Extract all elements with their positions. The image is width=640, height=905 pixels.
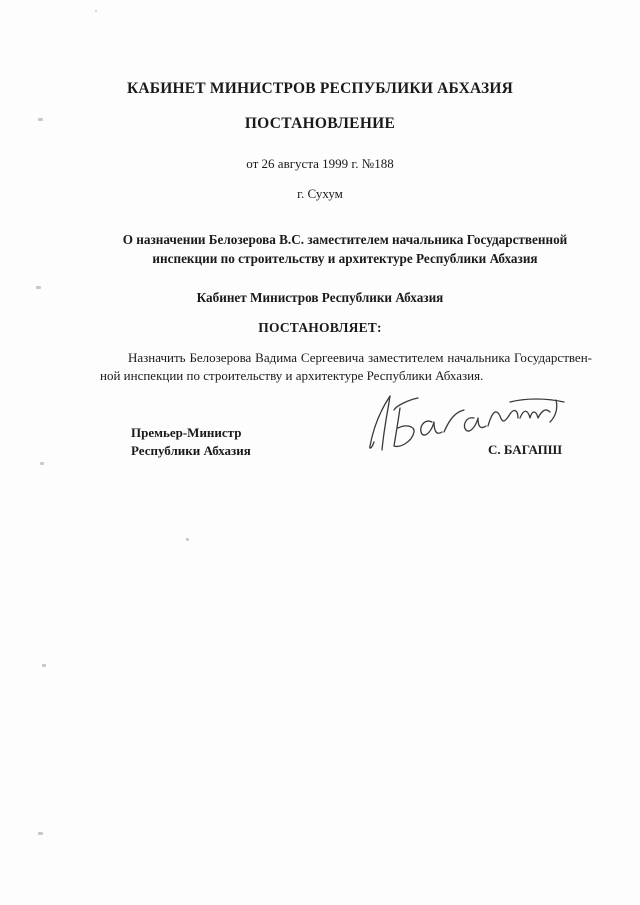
issuing-body: Кабинет Министров Республики Абхазия	[196, 290, 444, 305]
organization-title: КАБИНЕТ МИНИСТРОВ РЕСПУБЛИКИ АБХАЗИЯ	[126, 80, 514, 97]
scan-speck	[42, 664, 46, 667]
scan-speck	[38, 118, 43, 121]
decree-body-text: Назначить Белозерова Вадима Сергеевича заместителем начальника Государствен-ной инспекции по строительству и архитектуре Республики Абхазия.	[100, 350, 592, 383]
document-place: г. Сухум	[297, 186, 343, 201]
signatory-position	[131, 424, 251, 460]
scan-speck	[186, 538, 189, 541]
document-subject	[100, 230, 590, 268]
subject-line-2: инспекции по строительству и архитектуре Республики Абхазия	[152, 251, 538, 266]
document-date-number: от 26 августа 1999 г. №188	[246, 156, 394, 171]
signatory-name: С. БАГАПШ	[488, 442, 563, 457]
scan-speck	[40, 462, 44, 465]
position-line-1: Премьер-Министр	[131, 425, 242, 440]
subject-line-1: О назначении Белозерова В.С. заместителем начальника Государственной	[122, 232, 568, 247]
scan-speck	[38, 832, 43, 835]
scan-speck	[36, 286, 41, 289]
decree-word: ПОСТАНОВЛЯЕТ:	[258, 320, 382, 335]
document-type-heading: ПОСТАНОВЛЕНИЕ	[244, 115, 396, 132]
scan-speck	[95, 10, 97, 12]
position-line-2: Республики Абхазия	[131, 443, 251, 458]
